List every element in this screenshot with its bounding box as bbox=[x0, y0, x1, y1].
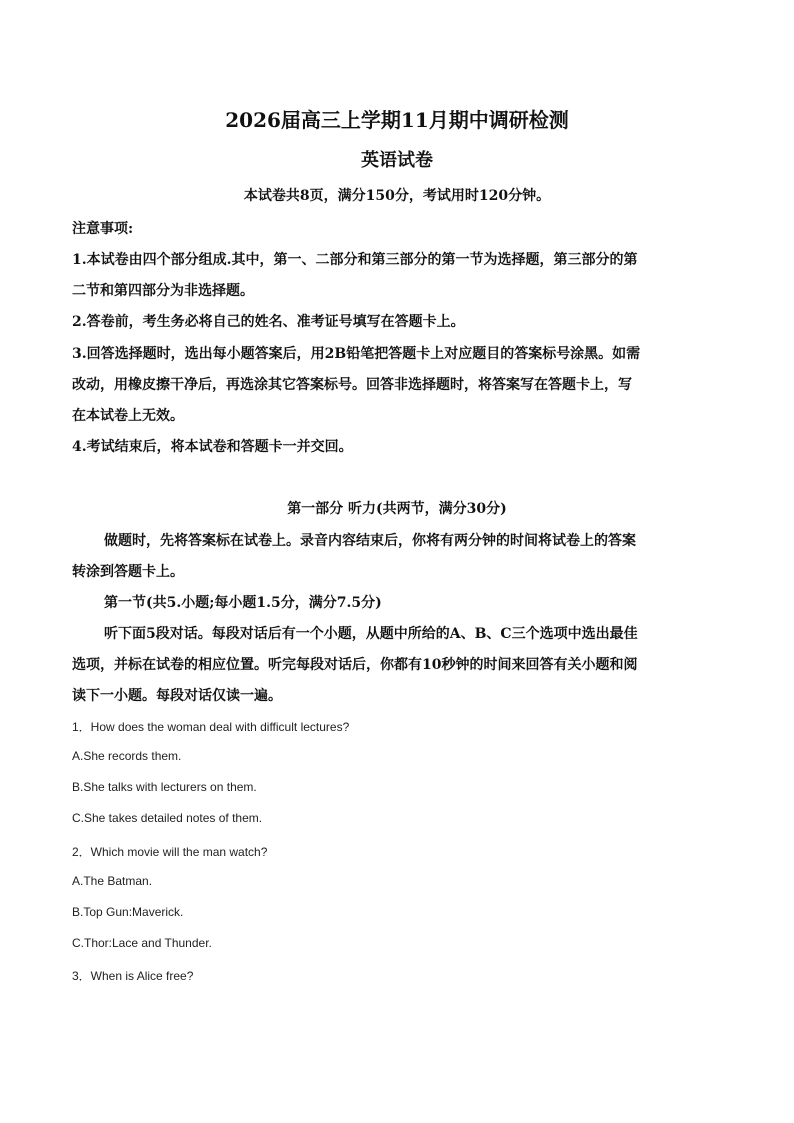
section1-instruction-line: 听下面5段对话。每段对话后有一个小题，从题中所给的A、B、C三个选项中选出最佳 bbox=[104, 626, 638, 642]
question-option: B.She talks with lecturers on them. bbox=[72, 780, 257, 794]
notes-line: 二节和第四部分为非选择题。 bbox=[72, 283, 254, 299]
exam-subtitle: 英语试卷 bbox=[361, 150, 433, 171]
notes-heading: 注意事项: bbox=[72, 221, 134, 237]
notes-line: 2.答卷前，考生务必将自己的姓名、准考证号填写在答题卡上。 bbox=[72, 314, 465, 330]
part1-intro-line: 转涂到答题卡上。 bbox=[72, 564, 184, 580]
question-stem: 3．When is Alice free? bbox=[72, 969, 194, 983]
question-option: A.The Batman. bbox=[72, 874, 153, 888]
notes-line: 4.考试结束后，将本试卷和答题卡一并交回。 bbox=[72, 439, 353, 455]
question-option: C.Thor:Lace and Thunder. bbox=[72, 936, 212, 950]
notes-line: 在本试卷上无效。 bbox=[72, 408, 184, 424]
question-option: B.Top Gun:Maverick. bbox=[72, 905, 184, 919]
notes-line: 1.本试卷由四个部分组成.其中，第一、二部分和第三部分的第一节为选择题，第三部分的第 bbox=[72, 252, 638, 268]
section1-instruction-line: 选项，并标在试卷的相应位置。听完每段对话后，你都有10秒钟的时间来回答有关小题和阅 bbox=[72, 657, 638, 673]
question-stem: 1．How does the woman deal with difficult lectures? bbox=[72, 720, 350, 734]
section1-instruction-line: 读下一小题。每段对话仅读一遍。 bbox=[72, 688, 282, 704]
notes-line: 改动，用橡皮擦干净后，再选涂其它答案标号。回答非选择题时，将答案写在答题卡上，写 bbox=[72, 377, 632, 393]
exam-meta: 本试卷共8页，满分150分，考试用时120分钟。 bbox=[243, 188, 551, 204]
exam-title: 2026届高三上学期11月期中调研检测 bbox=[225, 108, 569, 132]
question-option: A.She records them. bbox=[72, 749, 182, 763]
question-option: C.She takes detailed notes of them. bbox=[72, 811, 263, 825]
part1-intro-line: 做题时，先将答案标在试卷上。录音内容结束后，你将有两分钟的时间将试卷上的答案 bbox=[104, 533, 636, 549]
question-stem: 2．Which movie will the man watch? bbox=[72, 845, 268, 859]
notes-line: 3.回答选择题时，选出每小题答案后，用2B铅笔把答题卡上对应题目的答案标号涂黑。如需 bbox=[72, 346, 641, 362]
part1-heading: 第一部分 听力(共两节，满分30分) bbox=[287, 501, 507, 517]
section1-heading: 第一节(共5.小题;每小题1.5分，满分7.5分) bbox=[104, 595, 382, 611]
